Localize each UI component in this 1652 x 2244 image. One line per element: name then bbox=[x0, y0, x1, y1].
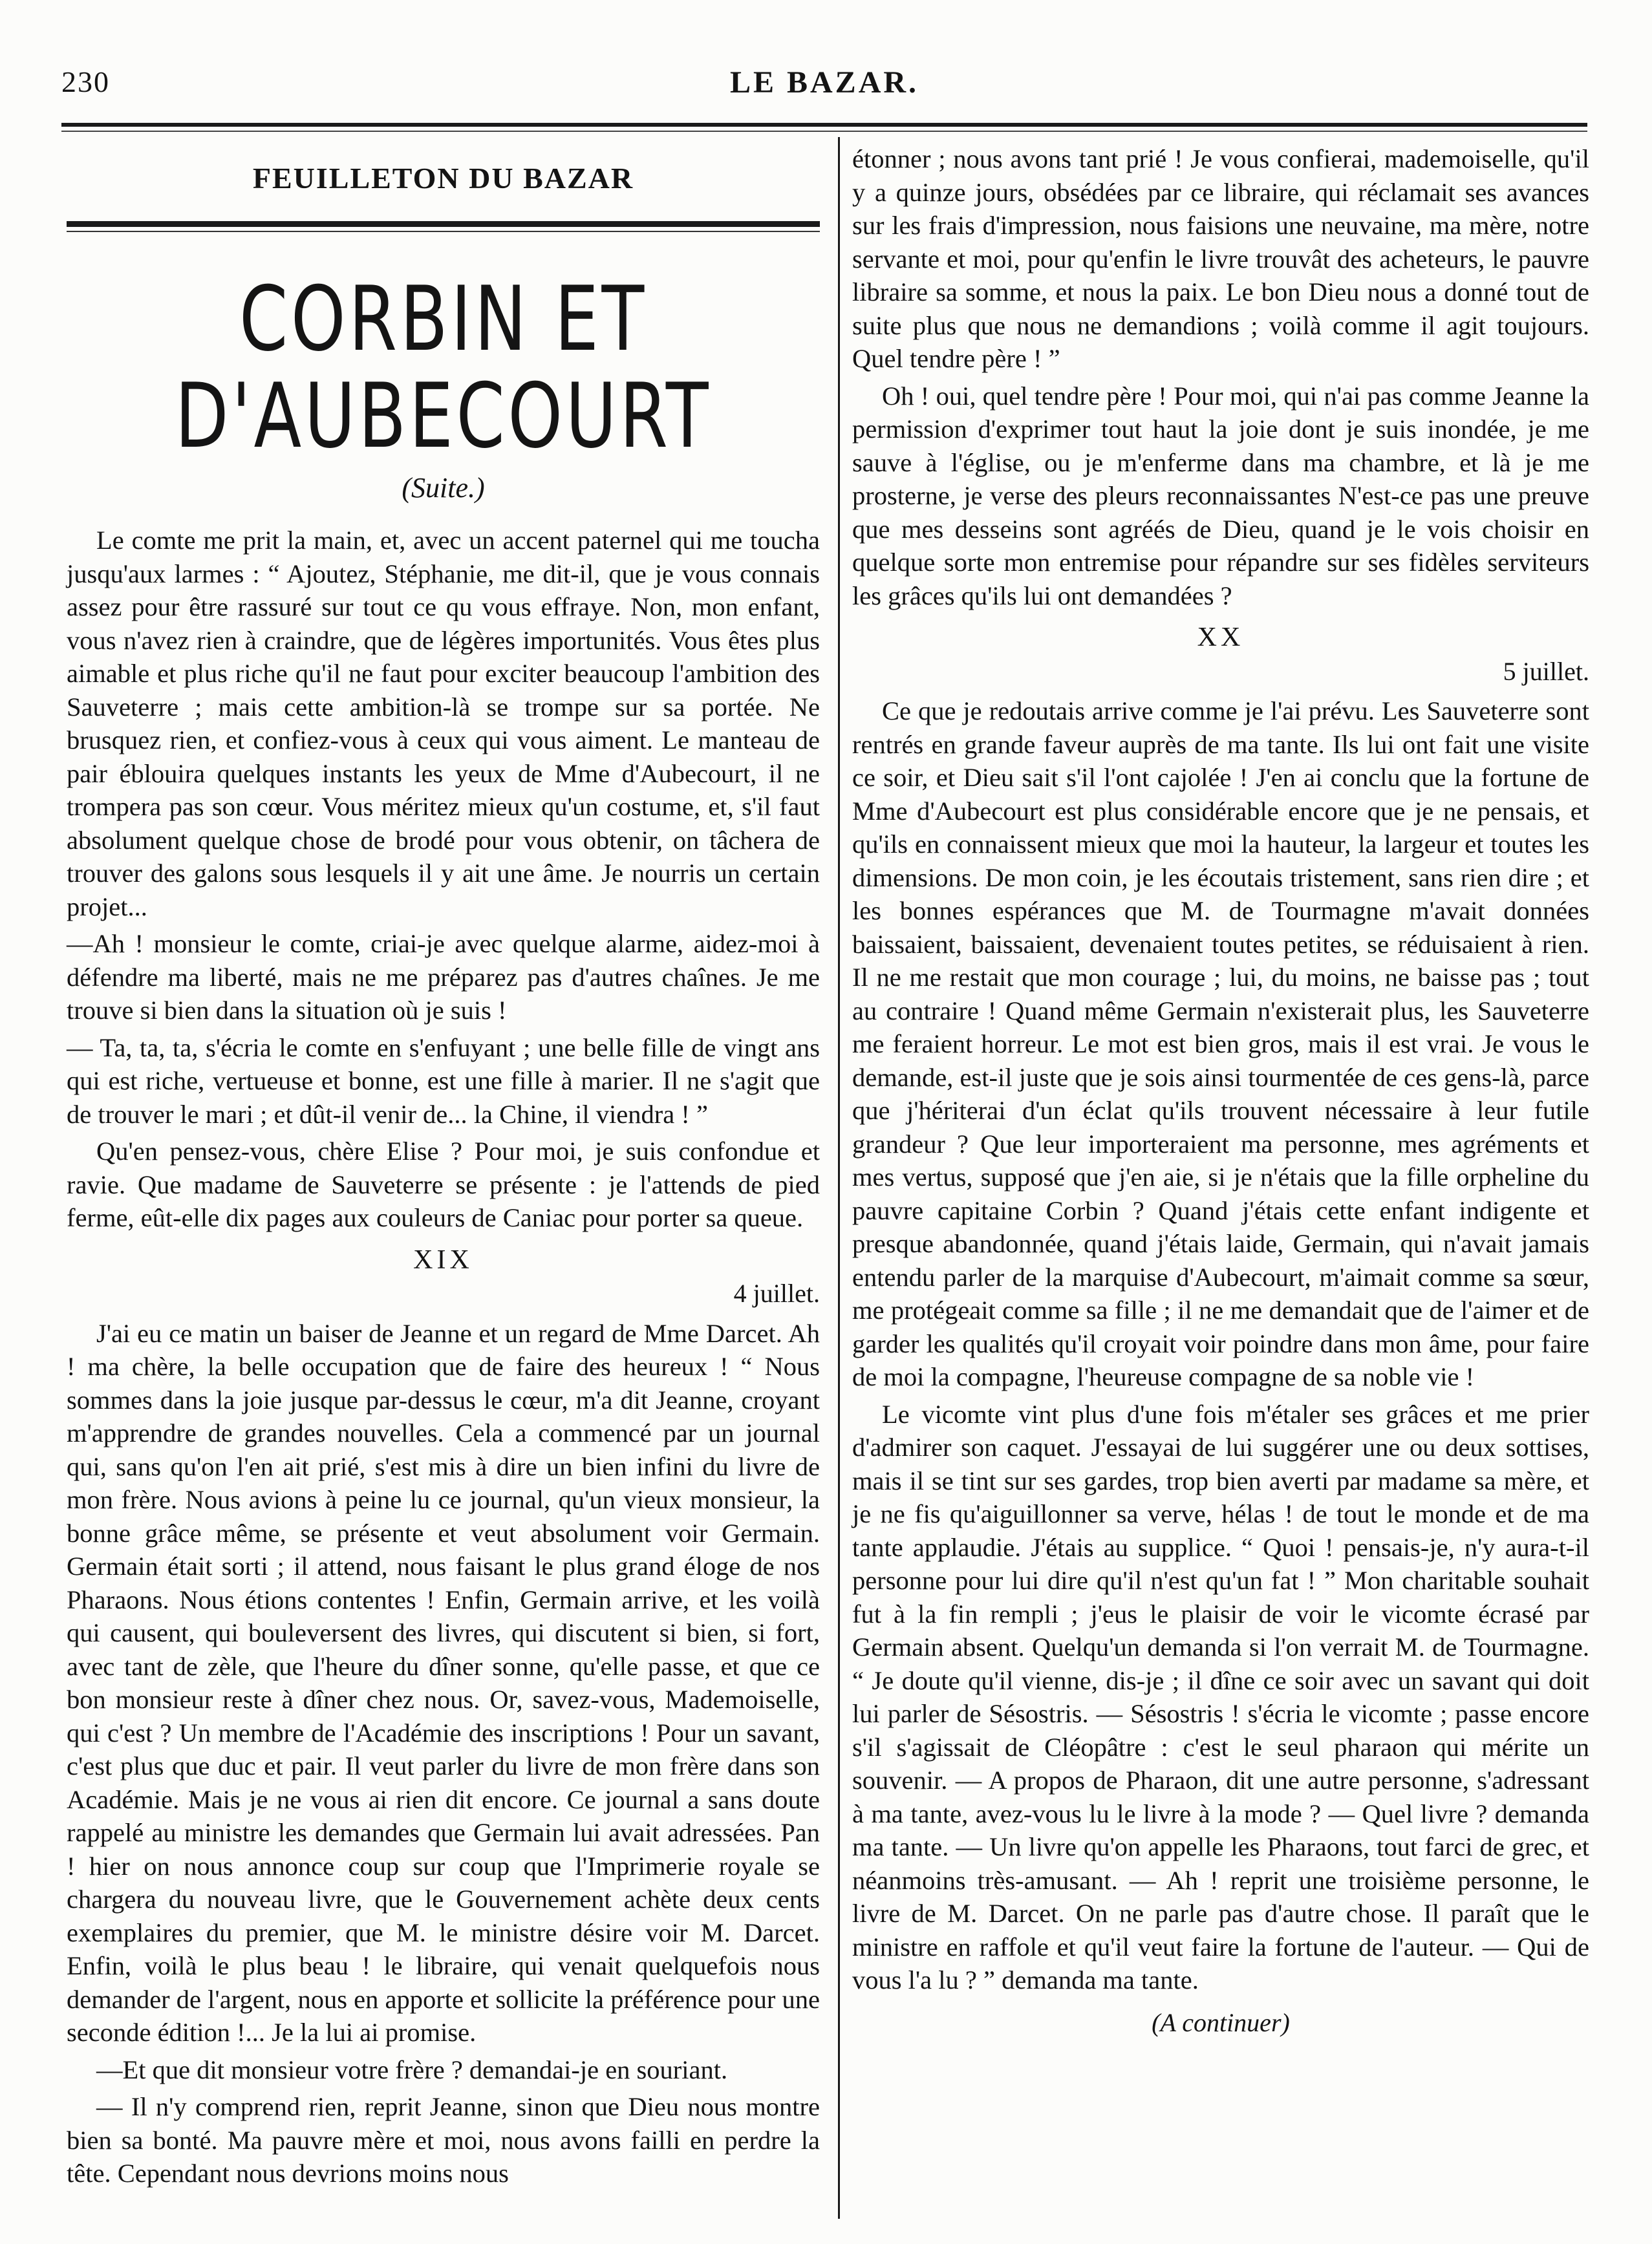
page-number: 230 bbox=[61, 65, 110, 98]
paragraph: Qu'en pensez-vous, chère Elise ? Pour moi, je suis confondue et ravie. Que madame de Sauveterre se présente : je l'attends de pied ferme, eût-elle dix pages aux couleurs de Caniac pour porter sa queue. bbox=[67, 1137, 820, 1232]
paragraph: Le vicomte vint plus d'une fois m'étaler ses grâces et me prier d'admirer son caquet. J'essayai de lui suggérer une ou deux sottises, mais il se tint sur ses gardes, trop bien averti par madame sa mère, et je ne fis qu'aiguillonner sa verve, hélas ! de tout le monde et de ma tante applaudie. J'étais au supplice. “ Quoi ! pensais-je, n'y aura-t-il personne pour lui dire qu'il n'est qu'un fat ! ” Mon charitable souhait fut à la fin rempli ; j'eus le plaisir de voir le vicomte écrasé par Germain absent. Quelqu'un demanda si l'on verrait M. de Tourmagne. “ Je doute qu'il vienne, dis-je ; il dîne ce soir avec un savant qui doit lui parler de Sésostris. — Sésostris ! s'écria le vicomte ; passe encore s'il s'agissait de Cléopâtre : c'est le seul pharaon qui mérite un souvenir. — A propos de Pharaon, dit une autre personne, s'adressant à ma tante, avez-vous lu le livre à la mode ? — Quel livre ? demanda ma tante. — Un livre qu'on appelle les Pharaons, tout farci de grec, et néanmoins très-amusant. — Ah ! reprit une troisième personne, le livre de M. Darcet. On ne parle pas d'autre chose. Il paraît que le ministre en raffole et qu'il veut faire la fortune de l'auteur. — Qui de vous l'a lu ? ” demanda ma tante. bbox=[852, 1399, 1589, 1994]
paragraph: étonner ; nous avons tant prié ! Je vous confierai, mademoiselle, qu'il y a quinze jours, obsédées par ce libraire, qui réclamait ses avances sur les frais d'impression, nous faisions une neuvaine, ma mère, notre servante et moi, pour qu'enfin le livre trouvât des acheteurs, le pauvre libraire sa somme, et nous la paix. Le bon Dieu nous a donné tout de suite plus que nous ne demandions ; voilà comme il agit toujours. Quel tendre père ! ” bbox=[852, 144, 1589, 373]
page-header bbox=[61, 65, 1587, 110]
entry-date: 4 juillet. bbox=[733, 1279, 820, 1308]
continuation-note: (A continuer) bbox=[1152, 2007, 1290, 2037]
story-title: CORBIN ET D'AUBECOURT bbox=[175, 266, 712, 468]
paragraph: J'ai eu ce matin un baiser de Jeanne et un regard de Mme Darcet. Ah ! ma chère, la belle occupation que de faire des heureux ! “ Nous sommes dans la joie jusque par-dessus le cœur, m'a dit Jeanne, croyant m'apprendre de grandes nouvelles. Cela a commencé par un journal qui, sans qu'on l'en ait prié, s'est mis à dire un bien infini du livre de mon frère. Nous avions à peine lu ce journal, qu'un vieux monsieur, la bonne grâce même, se présente et veut absolument voir Germain. Germain était sorti ; il attend, nous faisant le plus grand éloge de nos Pharaons. Nous étions contentes ! Enfin, Germain arrive, et les voilà qui causent, qui bouleversent des livres, qui discutent si bien, si fort, avec tant de zèle, que l'heure du dîner sonne, qu'elle passe, et que ce bon monsieur reste à dîner chez nous. Or, savez-vous, Mademoiselle, qui c'est ? Un membre de l'Académie des inscriptions ! Pour un savant, c'est plus que duc et pair. Il veut parler du livre de mon frère dans son Académie. Mais je ne vous ai rien dit encore. Ce journal a sans doute rappelé au ministre les demandes que Germain lui avait adressées. Pan ! hier on nous annonce coup sur coup que l'Imprimerie royale se chargera du nouveau livre, que le Gouvernement achète deux cents exemplaires du premier, que M. le ministre désire voir M. Darcet. Enfin, voilà le plus beau ! le libraire, qui venait quelquefois nous demander de l'argent, nous en apporte et sollicite la préférence pour une seconde édition !... Je la lui ai promise. bbox=[67, 1318, 820, 2047]
right-column bbox=[852, 142, 1589, 2039]
title-rule-thick bbox=[67, 221, 820, 227]
left-column bbox=[67, 149, 820, 2194]
title-rule-thin bbox=[67, 231, 820, 232]
section-heading: FEUILLETON DU BAZAR bbox=[252, 162, 634, 195]
header-rule-thin bbox=[61, 131, 1587, 132]
paragraph: Le comte me prit la main, et, avec un accent paternel qui me toucha jusqu'aux larmes : “ Ajoutez, Stéphanie, me dit-il, que je vous connais assez pour être rassuré sur tout ce qu vous effraye. Non, mon enfant, vous n'avez rien à craindre, que de légères importunités. Vous êtes plus aimable et plus riche qu'il ne faut pour exciter beaucoup l'ambition des Sauveterre ; mais cette ambition-là se trompe sur sa portée. Ne brusquez rien, et confiez-vous à ceux qui vous aiment. Le manteau de pair éblouira quelques instants les yeux de Mme d'Aubecourt, il ne trompera pas son cœur. Vous méritez mieux qu'un costume, et, s'il faut absolument quelque chose de brodé pour vous obtenir, on tâchera de trouver des galons sous lesquels il y ait une âme. Je nourris un certain projet... bbox=[67, 526, 820, 921]
paragraph: — Ta, ta, ta, s'écria le comte en s'enfuyant ; une belle fille de vingt ans qui est riche, vertueuse et bonne, est une fille à marier. Il ne s'agit que de trouver le mari ; et dût-il venir de... la Chine, il viendra ! ” bbox=[67, 1032, 820, 1129]
paragraph: —Et que dit monsieur votre frère ? demandai-je en souriant. bbox=[96, 2055, 728, 2084]
chapter-number: XX bbox=[1197, 623, 1245, 652]
paragraph: Ce que je redoutais arrive comme je l'ai prévu. Les Sauveterre sont rentrés en grande faveur auprès de ma tante. Ils lui ont fait une visite ce soir, et Dieu sait s'il l'ont cajolée ! J'en ai conclu que la fortune de Mme d'Aubecourt est plus considérable encore que je ne pensais, et qu'ils en connaissent mieux que moi la hauteur, la largeur et toutes les dimensions. De mon coin, je les écoutais tristement, sans rien dire ; et les bonnes espérances que M. de Tourmagne m'avait données baissaient, baissaient, devenaient toutes petites, se réduisaient à rien. Il ne me restait que mon courage ; lui, du moins, ne baisse pas ; tout au contraire ! Quand même Germain n'existerait plus, les Sauveterre me feraient horreur. Le mot est bien gros, mais il est vrai. Je vous le demande, est-il juste que je sois ainsi tourmentée de ces gens-là, parce que j'hériterai d'un éclat qu'ils trouvent nécessaire à leur futile grandeur ? Que leur importeraient ma personne, mes agréments et mes vertus, supposé que j'en aie, si je n'étais que la fille orpheline du pauvre capitaine Corbin ? Quand j'étais cette enfant indigente et presque abandonnée, quand j'étais laide, Germain, qui n'avait jamais entendu parler de la marquise d'Aubecourt, m'aimait comme sa sœur, me protégeait comme sa fille ; il ne me demandait que de l'aimer et de garder les qualités qu'il croyait voir poindre dans mon âme, pour faire de moi la compagne, l'heureuse compagne de sa noble vie ! bbox=[852, 696, 1589, 1391]
header-rule bbox=[61, 123, 1587, 127]
chapter-number: XIX bbox=[413, 1245, 473, 1275]
journal-title: LE BAZAR. bbox=[729, 65, 919, 100]
entry-date: 5 juillet. bbox=[1503, 656, 1589, 686]
paragraph: —Ah ! monsieur le comte, criai-je avec quelque alarme, aidez-moi à défendre ma liberté, mais ne me préparez pas d'autres chaînes. Je me trouve si bien dans la situation où je suis ! bbox=[67, 929, 820, 1025]
paragraph: — Il n'y comprend rien, reprit Jeanne, sinon que Dieu nous montre bien sa bonté. Ma pauvre mère et moi, nous avons failli en perdre la tête. Cependant nous devrions moins nous bbox=[67, 2092, 820, 2188]
paragraph: Oh ! oui, quel tendre père ! Pour moi, qui n'ai pas comme Jeanne la permission d'exprimer tout haut la joie dont je suis inondée, je me sauve à l'église, ou je m'enferme dans ma chambre, et là je me prosterne, je verse des pleurs reconnaissantes N'est-ce pas une preuve que mes desseins sont agréés de Dieu, quand je le vois choisir en quelque sorte mon entremise pour répandre sur ses fidèles serviteurs les grâces qu'ils lui ont demandées ? bbox=[852, 381, 1589, 610]
suite-label: (Suite.) bbox=[402, 471, 485, 504]
column-divider bbox=[838, 137, 840, 2219]
